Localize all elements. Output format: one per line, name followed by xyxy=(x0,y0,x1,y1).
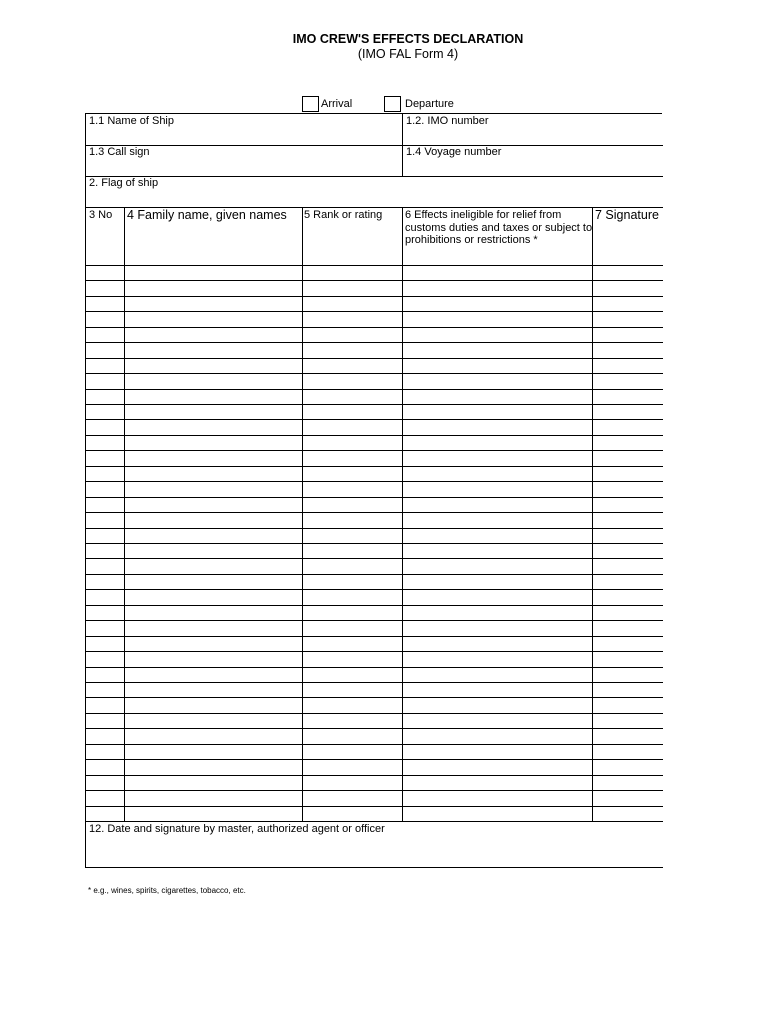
table-row[interactable] xyxy=(86,744,663,745)
table-row[interactable] xyxy=(86,682,663,683)
table-row[interactable] xyxy=(86,373,663,374)
table-row[interactable] xyxy=(86,435,663,436)
column-header-no: 3 No xyxy=(89,209,113,221)
table-row[interactable] xyxy=(86,574,663,575)
call-sign-field[interactable]: 1.3 Call sign xyxy=(89,146,150,158)
column-header-rank: 5 Rank or rating xyxy=(304,209,383,221)
table-row[interactable] xyxy=(86,404,663,405)
table-row[interactable] xyxy=(86,651,663,652)
column-header-name: 4 Family name, given names xyxy=(127,208,287,222)
table-row[interactable] xyxy=(86,806,663,807)
table-row[interactable] xyxy=(86,605,663,606)
table-row[interactable] xyxy=(86,713,663,714)
table-row[interactable] xyxy=(86,558,663,559)
imo-number-field[interactable]: 1.2. IMO number xyxy=(406,115,489,127)
table-row[interactable] xyxy=(86,296,663,297)
table-row[interactable] xyxy=(86,759,663,760)
table-row[interactable] xyxy=(86,775,663,776)
table-row[interactable] xyxy=(86,419,663,420)
table-row[interactable] xyxy=(86,280,663,281)
departure-label: Departure xyxy=(405,98,454,110)
table-row[interactable] xyxy=(86,358,663,359)
table-row[interactable] xyxy=(86,311,663,312)
table-row[interactable] xyxy=(86,636,663,637)
table-row[interactable] xyxy=(86,528,663,529)
table-row[interactable] xyxy=(86,790,663,791)
table-row[interactable] xyxy=(86,497,663,498)
crew-effects-form xyxy=(85,113,662,868)
name-of-ship-field[interactable]: 1.1 Name of Ship xyxy=(89,115,174,127)
table-row[interactable] xyxy=(86,389,663,390)
voyage-number-field[interactable]: 1.4 Voyage number xyxy=(406,146,502,158)
table-row[interactable] xyxy=(86,450,663,451)
table-row[interactable] xyxy=(86,512,663,513)
table-row[interactable] xyxy=(86,589,663,590)
table-row[interactable] xyxy=(86,327,663,328)
flag-of-ship-field[interactable]: 2. Flag of ship xyxy=(89,177,159,189)
arrival-label: Arrival xyxy=(321,98,353,110)
table-row[interactable] xyxy=(86,620,663,621)
table-row[interactable] xyxy=(86,697,663,698)
table-row[interactable] xyxy=(86,728,663,729)
form-title: IMO CREW'S EFFECTS DECLARATION xyxy=(292,32,524,46)
column-header-signature: 7 Signature xyxy=(595,208,659,222)
column-header-effects: 6 Effects ineligible for relief from customs duties and taxes or subject to prohibitions or restrictions * xyxy=(405,209,593,246)
table-row[interactable] xyxy=(86,342,663,343)
table-row[interactable] xyxy=(86,543,663,544)
table-row[interactable] xyxy=(86,466,663,467)
departure-checkbox[interactable] xyxy=(384,96,401,112)
form-subtitle: (IMO FAL Form 4) xyxy=(357,47,459,61)
arrival-checkbox[interactable] xyxy=(302,96,319,112)
table-row[interactable] xyxy=(86,667,663,668)
master-signature-field[interactable]: 12. Date and signature by master, authorized agent or officer xyxy=(89,823,385,835)
table-row[interactable] xyxy=(86,481,663,482)
footnote: * e.g., wines, spirits, cigarettes, tobacco, etc. xyxy=(88,886,246,895)
